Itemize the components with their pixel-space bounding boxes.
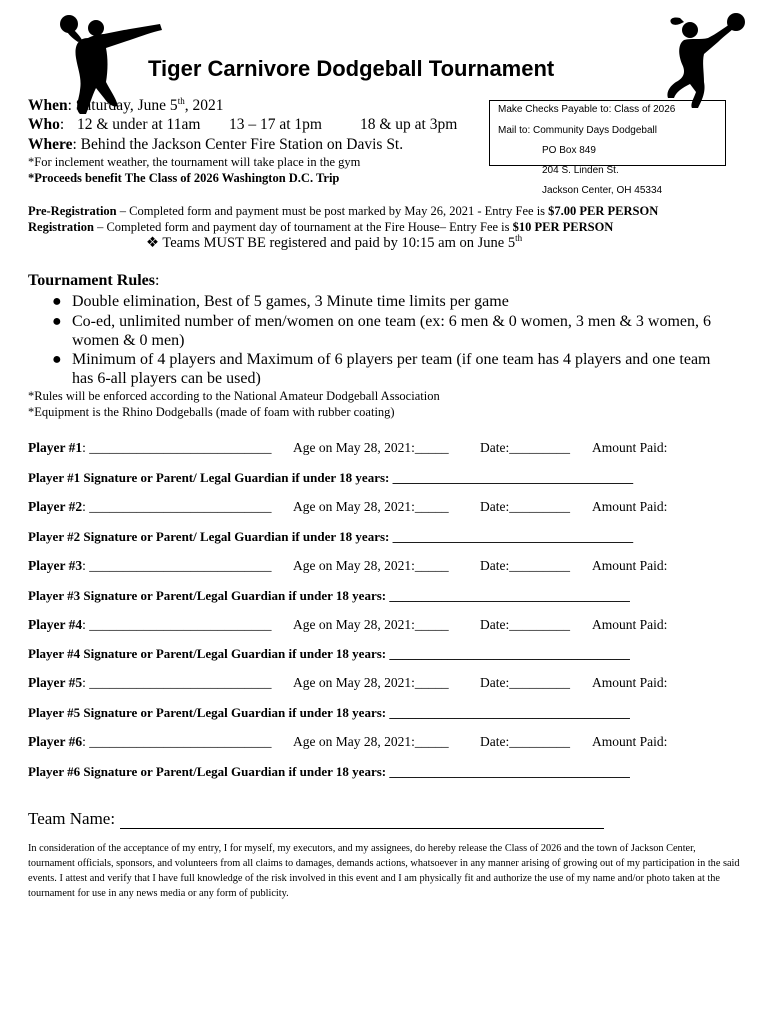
- who-group-1: 12 & under at 11am: [77, 116, 201, 133]
- who-group-2: 13 – 17 at 1pm: [229, 116, 322, 133]
- checks-payable-text: Make Checks Payable to: Class of 2026: [498, 104, 676, 115]
- player-row-5: [28, 675, 748, 693]
- who-sep: :: [59, 116, 65, 133]
- weather-note: *For inclement weather, the tournament will take place in the gym: [28, 155, 361, 169]
- player-label: Player #6: [28, 734, 83, 749]
- deadline-text: Teams MUST BE registered and paid by 10:15 am on June 5: [162, 235, 516, 251]
- player-signature-field[interactable]: Player #1 Signature or Parent/ Legal Guardian if under 18 years: _____________________________________: [28, 470, 634, 485]
- rule-text-2a: Co-ed, unlimited number of men/women on one team (ex: 6 men & 0 women, 3 men & 3 women, 6: [72, 313, 711, 330]
- mail-to-text: Mail to: Community Days Dodgeball: [498, 125, 657, 136]
- street-text: 204 S. Linden St.: [542, 165, 619, 176]
- player-row-3: [28, 558, 748, 576]
- player-signature-field[interactable]: Player #6 Signature or Parent/Legal Guardian if under 18 years: _____________________________________: [28, 764, 630, 779]
- player-row-6: [28, 734, 748, 752]
- player-date-field[interactable]: Date:_________: [480, 440, 570, 455]
- player-amount-paid-field[interactable]: Amount Paid:: [592, 558, 668, 573]
- player-label: Player #1: [28, 440, 83, 455]
- player-row-4: [28, 617, 748, 635]
- player-date-field[interactable]: Date:_________: [480, 499, 570, 514]
- where-label: Where: [28, 136, 73, 153]
- player-signature-field[interactable]: Player #3 Signature or Parent/Legal Guardian if under 18 years: _____________________________________: [28, 588, 630, 603]
- pre-registration-fee: $7.00 PER PERSON: [548, 204, 659, 218]
- rule-text-3a: Minimum of 4 players and Maximum of 6 players per team (if one team has 4 players and one team: [72, 351, 711, 368]
- player-label: Player #4: [28, 617, 83, 632]
- rules-heading-colon: :: [154, 272, 160, 289]
- player-row-1: [28, 440, 748, 458]
- registration-text: – Completed form and payment day of tournament at the Fire House– Entry Fee is: [93, 220, 513, 234]
- player-date-field[interactable]: Date:_________: [480, 558, 570, 573]
- player-signature-field[interactable]: Player #5 Signature or Parent/Legal Guardian if under 18 years: _____________________________________: [28, 705, 630, 720]
- where-text: : Behind the Jackson Center Fire Station on Davis St.: [72, 136, 404, 153]
- player-age-field[interactable]: Age on May 28, 2021:_____: [293, 558, 449, 573]
- when-line: [28, 97, 223, 115]
- player-silhouette-right-image: [660, 12, 750, 112]
- player-name-field[interactable]: : ___________________________: [82, 617, 272, 632]
- when-year: , 2021: [184, 97, 224, 114]
- player-amount-paid-field[interactable]: Amount Paid:: [592, 499, 668, 514]
- player-date-field[interactable]: Date:_________: [480, 617, 570, 632]
- player-name-field[interactable]: : ___________________________: [82, 440, 272, 455]
- player-label: Player #5: [28, 675, 83, 690]
- team-name-field[interactable]: [120, 828, 604, 829]
- when-date-suffix: th: [177, 95, 185, 106]
- who-label: Who: [28, 116, 60, 133]
- player-label: Player #2: [28, 499, 83, 514]
- player-amount-paid-field[interactable]: Amount Paid:: [592, 734, 668, 749]
- player-age-field[interactable]: Age on May 28, 2021:_____: [293, 675, 449, 690]
- player-age-field[interactable]: Age on May 28, 2021:_____: [293, 617, 449, 632]
- rules-heading: [28, 272, 159, 290]
- proceeds-note: *Proceeds benefit The Class of 2026 Washington D.C. Trip: [28, 171, 340, 185]
- player-date-field[interactable]: Date:_________: [480, 734, 570, 749]
- pre-registration-label: Pre-Registration: [28, 204, 117, 218]
- player-row-2: [28, 499, 748, 517]
- when-label: When: [28, 97, 68, 114]
- bullet-icon: ●: [52, 351, 62, 368]
- player-amount-paid-field[interactable]: Amount Paid:: [592, 675, 668, 690]
- registration-label: Registration: [28, 220, 94, 234]
- who-group-3: 18 & up at 3pm: [360, 116, 458, 133]
- bullet-icon: ●: [52, 313, 62, 330]
- pre-registration-line: [28, 204, 658, 219]
- rules-note-2: *Equipment is the Rhino Dodgeballs (made of foam with rubber coating): [28, 405, 395, 419]
- player-age-field[interactable]: Age on May 28, 2021:_____: [293, 499, 449, 514]
- player-age-field[interactable]: Age on May 28, 2021:_____: [293, 440, 449, 455]
- registration-fee: $10 PER PERSON: [512, 220, 614, 234]
- player-name-field[interactable]: : ___________________________: [82, 558, 272, 573]
- rules-note-1: *Rules will be enforced according to the National Amateur Dodgeball Association: [28, 389, 440, 403]
- pre-registration-text: – Completed form and payment must be post marked by May 26, 2021 - Entry Fee is: [116, 204, 549, 218]
- rule-text-1: Double elimination, Best of 5 games, 3 Minute time limits per game: [72, 293, 509, 310]
- team-name-label: Team Name:: [28, 809, 116, 828]
- tournament-title: Tiger Carnivore Dodgeball Tournament: [148, 56, 555, 81]
- who-line: [28, 116, 64, 134]
- diamond-bullet-icon: ❖: [146, 235, 159, 251]
- player-name-field[interactable]: : ___________________________: [82, 675, 272, 690]
- registration-line: [28, 220, 613, 235]
- player-signature-field[interactable]: Player #2 Signature or Parent/ Legal Guardian if under 18 years: _____________________________________: [28, 529, 634, 544]
- player-label: Player #3: [28, 558, 83, 573]
- when-date: : Saturday, June 5: [67, 97, 178, 114]
- po-box-text: PO Box 849: [542, 145, 596, 156]
- city-text: Jackson Center, OH 45334: [542, 185, 663, 196]
- player-date-field[interactable]: Date:_________: [480, 675, 570, 690]
- where-line: [28, 136, 403, 154]
- player-age-field[interactable]: Age on May 28, 2021:_____: [293, 734, 449, 749]
- player-amount-paid-field[interactable]: Amount Paid:: [592, 440, 668, 455]
- bullet-icon: ●: [52, 293, 62, 310]
- deadline-line: [146, 235, 522, 252]
- player-name-field[interactable]: : ___________________________: [82, 734, 272, 749]
- rule-text-3b: has 6-all players can be used): [72, 370, 261, 387]
- player-name-field[interactable]: : ___________________________: [82, 499, 272, 514]
- player-signature-field[interactable]: Player #4 Signature or Parent/Legal Guardian if under 18 years: _____________________________________: [28, 646, 630, 661]
- release-waiver-text: In consideration of the acceptance of my entry, I for myself, my executors, and my assignees, do hereby release the Class of 2026 and the town of Jackson Center, tournament officials, sponsors, and volunteers from all claims to damages, demands actions, whatsoever in any manner arising of growing out of my participation in the said events. I attest and verify that I have full knowledge of the risk involved in this event and I am physically fit and authorize the use of my name and/or photo taken at the tournament for use in any news media or any form of publicity.: [28, 843, 740, 899]
- rules-heading-text: Tournament Rules: [28, 272, 155, 289]
- player-amount-paid-field[interactable]: Amount Paid:: [592, 617, 668, 632]
- rule-text-2b: women & 0 men): [72, 332, 185, 349]
- deadline-suffix: th: [515, 233, 523, 244]
